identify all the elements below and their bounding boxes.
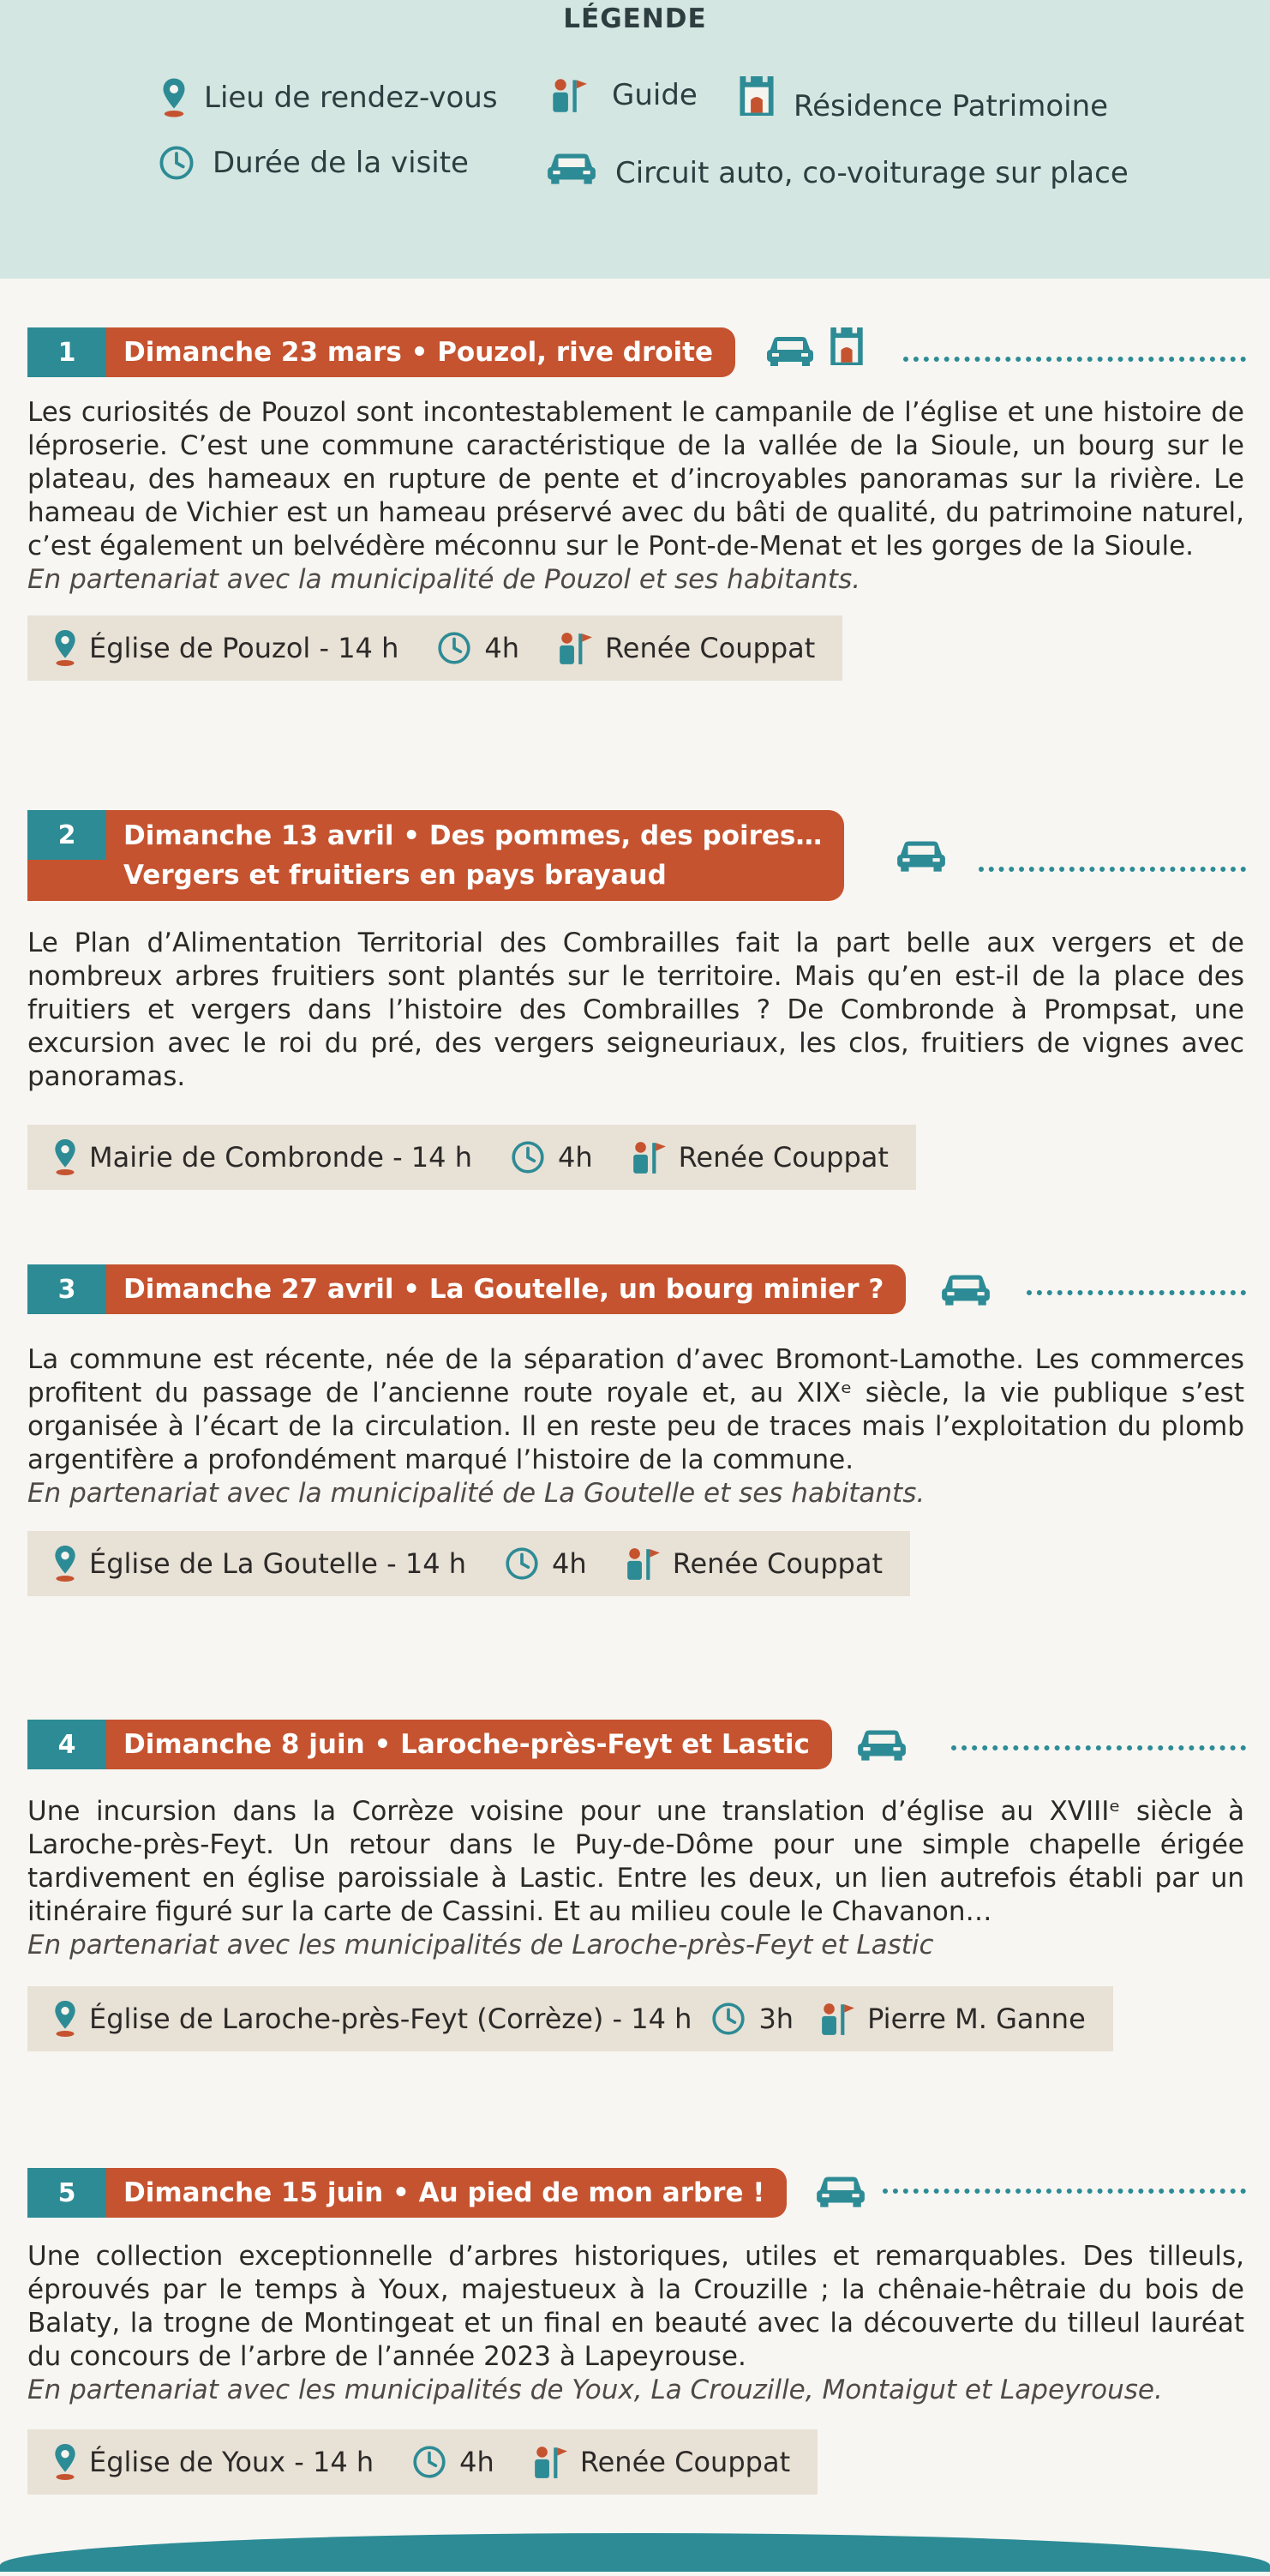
car-icon [764, 331, 816, 369]
event-title: Dimanche 27 avril • La Goutelle, un bourg minier ? [106, 1264, 906, 1314]
event-partner: En partenariat avec la municipalité de La Goutelle et ses habitants. [27, 1478, 926, 1509]
event-description: Le Plan d’Alimentation Territorial des Combrailles fait la part belle aux vergers et de nombreux arbres fruitiers sont plantés sur le territoire. Mais qu’en est-il de la place des fruitiers et vergers dans l’histoire des Combrailles ? De Combronde à Prompsat, une excursion avec le roi du pré, des vergers seigneuriaux, les clos, fruitiers de vignes avec panoramas. [27, 928, 1244, 1092]
event-number: 2 [27, 810, 106, 860]
legend-guide: Guide [550, 70, 698, 120]
guide-icon [819, 1998, 855, 2039]
dotted-divider [883, 2189, 1246, 2199]
event-title: Dimanche 23 mars • Pouzol, rive droite [106, 327, 735, 377]
event-duration: 4h [557, 1141, 593, 1174]
event-place: Église de La Goutelle - 14 h [89, 1547, 467, 1580]
event-title: Dimanche 8 juin • Laroche-près-Feyt et Lastic [106, 1720, 832, 1769]
event-duration: 3h [758, 2003, 794, 2035]
event-info-bar [27, 615, 842, 681]
event-1 [27, 327, 1244, 681]
car-icon [814, 2171, 867, 2209]
dotted-divider [979, 867, 1246, 877]
event-icons [764, 331, 878, 369]
dotted-divider [1027, 1290, 1246, 1300]
legend-car: Circuit auto, co-voiturage sur place [545, 144, 1129, 190]
guide-icon [532, 2441, 568, 2483]
event-info-bar [27, 1125, 916, 1190]
event-guide: Renée Couppat [605, 632, 816, 664]
event-icons [939, 1270, 1004, 1307]
clock-icon [710, 2001, 746, 2037]
event-duration: 4h [552, 1547, 587, 1580]
guide-icon [631, 1137, 667, 1178]
event-title: Dimanche 13 avril • Des pommes, des poires… Vergers et fruitiers en pays brayaud [27, 810, 844, 901]
event-icons [895, 836, 960, 874]
dotted-divider [903, 357, 1246, 367]
legend-title: LÉGENDE [563, 3, 707, 34]
event-description: Une collection exceptionnelle d’arbres historiques, utiles et remarquables. Des tilleuls, éprouvés par le temps à Youx, majestueux à la Crouzille ; la chênaie-hêtraie du bois de Balaty, la trogne de Montingeat et un final en beauté avec la découverte du tilleul lauréat du concours de l’arbre de l’année 2023 à Lapeyrouse. En partenariat avec les municipalités de Youx, La Crouzille, Montaigut et Lapeyrouse. [27, 2241, 1244, 2405]
event-guide: Renée Couppat [579, 2446, 791, 2478]
event-info-bar [27, 1986, 1113, 2051]
dotted-divider [951, 1745, 1246, 1756]
residence-icon [737, 71, 776, 121]
event-info-bar [27, 2429, 818, 2495]
event-place: Mairie de Combronde - 14 h [89, 1141, 472, 1174]
event-guide: Pierre M. Ganne [867, 2003, 1086, 2035]
event-description: Une incursion dans la Corrèze voisine pour une translation d’église au XVIIIᵉ siècle à Laroche-près-Feyt. Un retour dans le Puy-de-Dôme pour une simple chapelle érigée tardivement en église paroissiale à Lastic. Entre les deux, un lien autrefois établi par un itinéraire figuré sur la carte de Cassini. Et au milieu coule le Chavanon… En partenariat avec les municipalités de Laroche-près-Feyt et Lastic [27, 1796, 1244, 1961]
guide-icon [550, 70, 588, 120]
event-partner: En partenariat avec les municipalités de Youx, La Crouzille, Montaigut et Lapeyrouse. [27, 2375, 1163, 2405]
event-duration: 4h [484, 632, 519, 664]
clock-icon [504, 1546, 540, 1582]
event-partner: En partenariat avec la municipalité de Pouzol et ses habitants. [27, 564, 861, 595]
event-place: Église de Laroche-près-Feyt (Corrèze) - 14 h [89, 2003, 692, 2035]
event-place: Église de Pouzol - 14 h [89, 632, 399, 664]
legend-residence: Résidence Patrimoine [737, 69, 1108, 123]
event-number: 4 [27, 1720, 106, 1769]
clock-icon [436, 630, 472, 666]
event-description: Les curiosités de Pouzol sont incontestablement le campanile de l’église et une histoire de léproserie. C’est une commune caractéristique de la vallée de la Sioule, un bourg sur le plateau, des hameaux en rupture de pente et d’incroyables panoramas sur la rivière. Le hameau de Vichier est un hameau préservé avec du bâti de qualité, du patrimoine naturel, c’est également un belvédère méconnu sur le Pont-de-Menat et les gorges de la Sioule. En partenariat avec la municipalité de Pouzol et ses habitants. [27, 397, 1244, 595]
clock-icon [158, 144, 195, 182]
event-2 [27, 810, 1244, 1190]
event-number: 5 [27, 2168, 106, 2218]
map-pin-icon [53, 1543, 77, 1584]
event-header [27, 1264, 1244, 1314]
event-icons [855, 1725, 920, 1762]
event-guide: Renée Couppat [672, 1547, 883, 1580]
event-place: Église de Youx - 14 h [89, 2446, 374, 2478]
map-pin-icon [53, 2441, 77, 2483]
legend-panel [0, 0, 1270, 279]
event-icons [814, 2171, 879, 2209]
event-3 [27, 1264, 1244, 1596]
event-number: 1 [27, 327, 106, 377]
car-icon [895, 836, 948, 874]
event-duration: 4h [459, 2446, 494, 2478]
event-5 [27, 2168, 1244, 2495]
event-number: 3 [27, 1264, 106, 1314]
event-header [27, 327, 1244, 377]
legend-duration: Durée de la visite [158, 144, 469, 182]
event-header [27, 810, 1244, 901]
guide-icon [557, 627, 593, 669]
guide-icon [625, 1543, 661, 1584]
map-pin-icon [53, 627, 77, 669]
event-header [27, 1720, 1244, 1769]
event-info-bar [27, 1531, 910, 1596]
map-pin-icon [53, 1998, 77, 2039]
event-partner: En partenariat avec les municipalités de Laroche-près-Feyt et Lastic [27, 1930, 934, 1961]
event-description: La commune est récente, née de la séparation d’avec Bromont-Lamothe. Les commerces profitent du passage de l’ancienne route royale et, au XIXᵉ siècle, la vie publique s’est organisée à l’écart de la circulation. Il en reste peu de traces mais l’exploitation du plomb argentifère a profondément marqué l’histoire de la commune. En partenariat avec la municipalité de La Goutelle et ses habitants. [27, 1344, 1244, 1509]
map-pin-icon [161, 75, 187, 120]
map-pin-icon [53, 1137, 77, 1178]
event-header [27, 2168, 1244, 2218]
car-icon [855, 1725, 908, 1762]
event-guide: Renée Couppat [678, 1141, 889, 1174]
legend-meeting-point: Lieu de rendez-vous [161, 75, 498, 120]
car-icon [939, 1270, 992, 1307]
car-icon [545, 149, 598, 185]
residence-icon [828, 325, 866, 368]
event-title: Dimanche 15 juin • Au pied de mon arbre ! [106, 2168, 787, 2218]
clock-icon [510, 1139, 546, 1175]
event-4 [27, 1720, 1244, 2051]
clock-icon [411, 2444, 447, 2480]
